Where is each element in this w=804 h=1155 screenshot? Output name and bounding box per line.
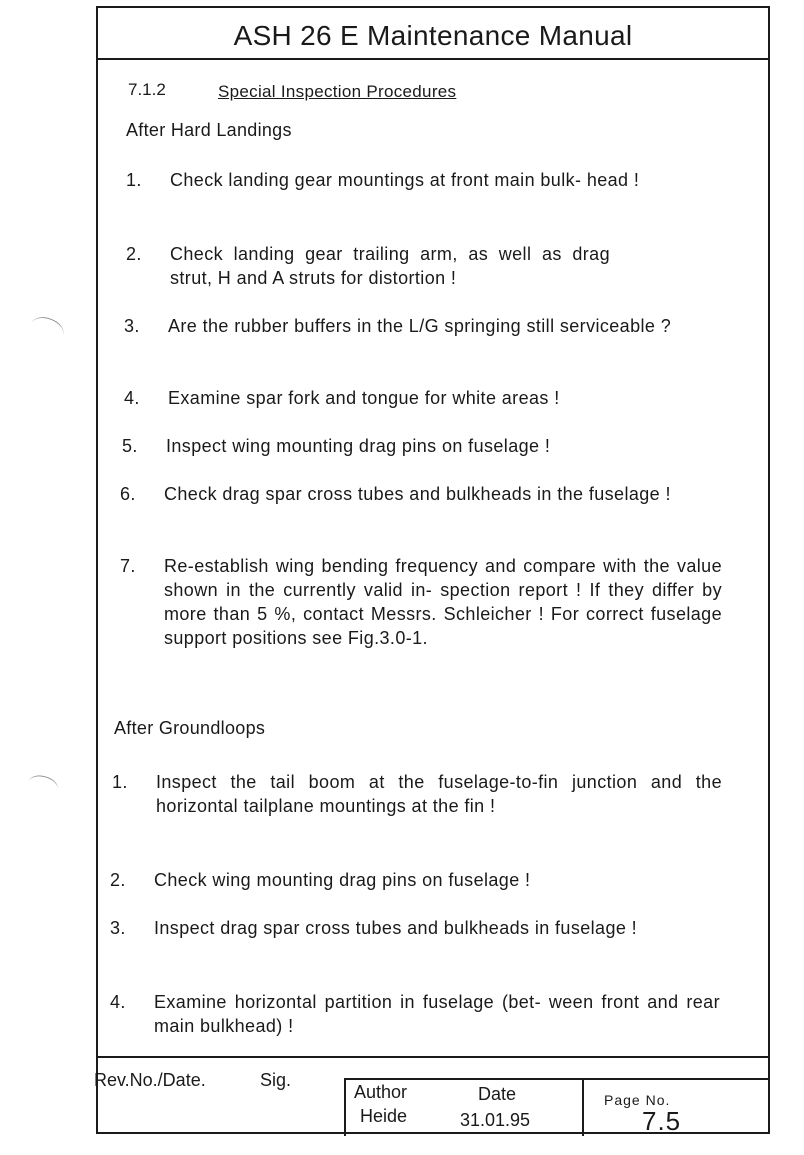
- item-number: 4.: [110, 992, 126, 1012]
- item-number: 1.: [126, 170, 142, 190]
- item-number: 3.: [124, 316, 140, 336]
- item-text: Inspect the tail boom at the fuselage-to-fin junction and the horizontal tailplane mountings at the fin !: [156, 772, 722, 816]
- page-number-label: Page No.: [604, 1092, 671, 1108]
- margin-mark-bottom: [26, 772, 60, 798]
- item-text: Are the rubber buffers in the L/G springing still serviceable ?: [168, 316, 672, 336]
- footer-divider: [582, 1078, 584, 1136]
- item-text: Check drag spar cross tubes and bulkheads in the fuselage !: [164, 484, 671, 504]
- page-frame: [96, 6, 770, 1134]
- rev-label: Rev.No./Date.: [94, 1070, 206, 1090]
- item-number: 5.: [122, 436, 138, 456]
- item-number: 1.: [112, 772, 128, 792]
- hard-landings-heading: After Hard Landings: [126, 120, 292, 140]
- footer-divider: [344, 1078, 346, 1136]
- section-title: Special Inspection Procedures: [218, 82, 457, 101]
- footer-block: [94, 1056, 768, 1136]
- item-text: Re-establish wing bending frequency and compare with the value shown in the currently valid in- spection report ! If they differ by more than 5 %, contact Messrs. Schleicher ! For correct fuselage support positions see Fig.3.0-1.: [164, 556, 722, 648]
- item-text: Check landing gear trailing arm, as well as drag strut, H and A struts for distortion !: [170, 244, 610, 288]
- groundloops-heading: After Groundloops: [114, 718, 266, 738]
- item-number: 2.: [126, 244, 142, 264]
- item-text: Inspect drag spar cross tubes and bulkheads in fuselage !: [154, 918, 638, 938]
- item-number: 2.: [110, 870, 126, 890]
- date-value: 31.01.95: [460, 1110, 531, 1130]
- item-number: 4.: [124, 388, 140, 408]
- page-title: ASH 26 E Maintenance Manual: [98, 8, 768, 60]
- item-text: Check landing gear mountings at front main bulk- head !: [170, 170, 640, 190]
- item-text: Examine spar fork and tongue for white areas !: [168, 388, 560, 408]
- section-number: 7.1.2: [128, 80, 166, 99]
- date-label: Date: [478, 1084, 517, 1104]
- author-value: Heide: [360, 1106, 408, 1126]
- item-text: Examine horizontal partition in fuselage (bet- ween front and rear main bulkhead) !: [154, 992, 720, 1036]
- footer-divider: [346, 1078, 770, 1080]
- author-label: Author: [354, 1082, 408, 1102]
- item-number: 3.: [110, 918, 126, 938]
- item-number: 6.: [120, 484, 136, 504]
- margin-mark-top: [27, 313, 67, 346]
- item-number: 7.: [120, 556, 136, 576]
- page-number-value: 7.5: [642, 1106, 682, 1136]
- sig-label: Sig.: [260, 1070, 292, 1090]
- item-text: Check wing mounting drag pins on fuselage !: [154, 870, 531, 890]
- item-text: Inspect wing mounting drag pins on fuselage !: [166, 436, 551, 456]
